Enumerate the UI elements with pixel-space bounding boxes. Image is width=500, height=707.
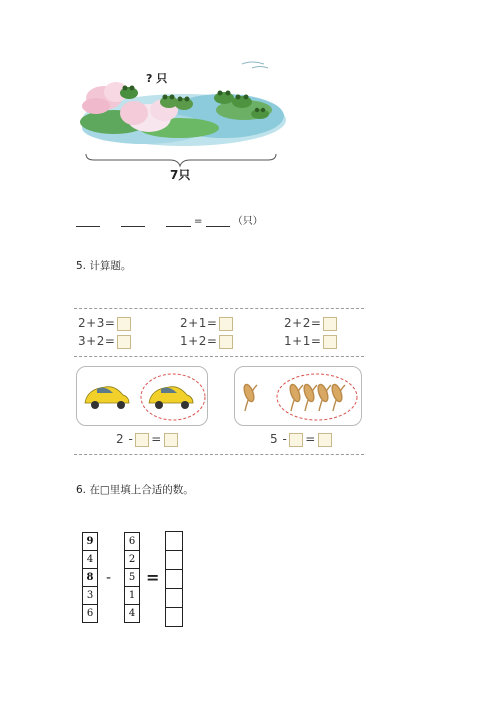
answer-box[interactable] xyxy=(166,589,182,608)
wheat-icon xyxy=(288,383,303,411)
answer-box[interactable] xyxy=(219,317,233,331)
car-illustration xyxy=(77,367,207,425)
number-cell: 4 xyxy=(128,608,136,619)
answer-box[interactable] xyxy=(318,433,332,447)
frog-4 xyxy=(214,91,234,105)
answer-blank-4[interactable] xyxy=(206,214,230,227)
wheat-illustration xyxy=(235,367,361,425)
number-cell: 2 xyxy=(125,551,139,569)
wheat-icon xyxy=(302,383,317,411)
number-cell: 6 xyxy=(125,533,139,551)
q5-eq-r2c1: 3+2= xyxy=(78,334,131,349)
number-cell: 5 xyxy=(125,569,139,587)
wheat-picture-panel xyxy=(234,366,362,426)
answer-box[interactable] xyxy=(323,335,337,349)
answer-box[interactable] xyxy=(166,532,182,551)
wheat-equation: 5 - = xyxy=(270,432,332,447)
answer-box[interactable] xyxy=(166,570,182,589)
wheat-icon xyxy=(242,383,257,411)
wheat-icon xyxy=(316,383,331,411)
q5-eq-r1c1: 2+3= xyxy=(78,316,131,331)
brace-line xyxy=(86,154,276,166)
car-picture-panel xyxy=(76,366,208,426)
answer-box[interactable] xyxy=(135,433,149,447)
wheat-icon xyxy=(330,383,345,411)
q5-eq-r2c2: 1+2= xyxy=(180,334,233,349)
q5-bottom-divider xyxy=(74,454,364,455)
answer-box[interactable] xyxy=(289,433,303,447)
q5-top-divider xyxy=(74,308,364,309)
answer-box[interactable] xyxy=(219,335,233,349)
car-icon-circled xyxy=(149,387,193,409)
number-cell: 6 xyxy=(86,608,94,619)
number-cell: 1 xyxy=(125,587,139,605)
answer-box[interactable] xyxy=(164,433,178,447)
car-equation: 2 - = xyxy=(116,432,178,447)
q5-eq-r1c2: 2+1= xyxy=(180,316,233,331)
pond-top-label: ? 只 xyxy=(146,72,168,85)
answer-equals: = xyxy=(193,216,203,227)
answer-box[interactable] xyxy=(117,317,131,331)
answer-blank-2[interactable] xyxy=(121,214,145,227)
answer-column xyxy=(165,531,183,627)
answer-unit: （只） xyxy=(232,216,263,227)
number-cell: 8 xyxy=(83,569,97,587)
answer-blank-3[interactable] xyxy=(166,214,191,227)
q6-heading: 6. 在□里填上合适的数。 xyxy=(76,484,194,496)
q5-heading: 5. 计算题。 xyxy=(76,260,132,272)
number-cell: 3 xyxy=(83,587,97,605)
number-cell: 4 xyxy=(83,551,97,569)
frog-1 xyxy=(120,86,138,100)
answer-box[interactable] xyxy=(166,608,182,626)
q5-mid-divider xyxy=(74,356,364,357)
q5-eq-r1c3: 2+2= xyxy=(284,316,337,331)
pond-figure xyxy=(74,58,286,188)
q4-answer-line xyxy=(76,212,263,227)
answer-box[interactable] xyxy=(323,317,337,331)
number-cell: 9 xyxy=(83,533,97,551)
pond-bottom-label: 7只 xyxy=(170,168,191,182)
car-icon xyxy=(85,387,129,409)
answer-box[interactable] xyxy=(166,551,182,570)
equals-sign: = xyxy=(146,568,160,587)
answer-box[interactable] xyxy=(117,335,131,349)
left-number-column xyxy=(82,532,98,623)
dashed-circle xyxy=(277,374,357,420)
answer-blank-1[interactable] xyxy=(76,214,100,227)
q5-eq-r2c3: 1+1= xyxy=(284,334,337,349)
right-number-column xyxy=(124,532,140,623)
minus-sign: - xyxy=(106,570,112,586)
